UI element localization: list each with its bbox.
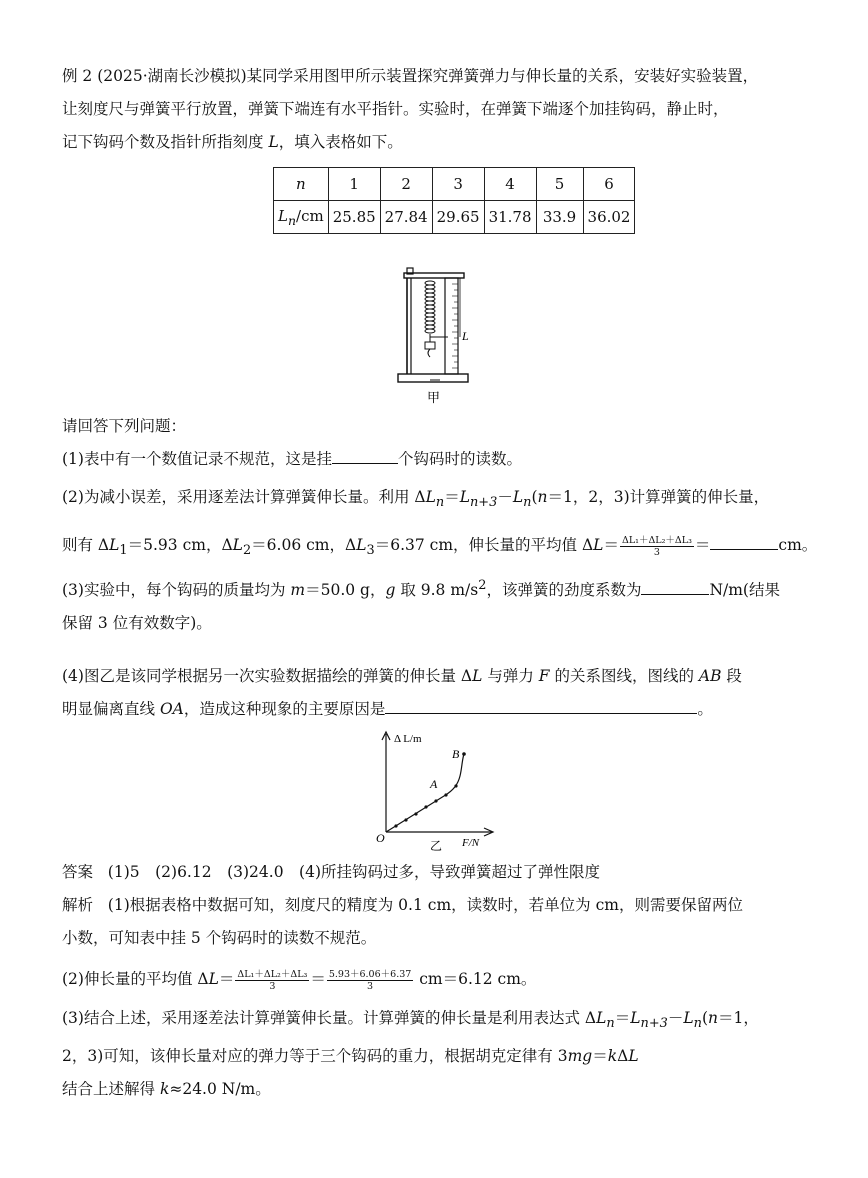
fraction-mean: $\frac{\text{ΔL₁＋ΔL₂＋ΔL₃}}{3}$ [621,534,692,558]
table-cell: 5 [536,168,583,201]
L-marker: L [462,329,469,343]
questions-block [62,410,818,640]
answer-blank-2[interactable] [710,531,778,550]
x-axis-label: F/N [462,837,480,849]
question-4-line-1: (4)图乙是该同学根据另一次实验数据描绘的弹簧的伸长量 ΔL 与弹力 F 的关系图线，图线的 AB 段 [62,667,742,685]
fraction-numeric: $\frac{5.93+6.06+6.37}{3}$ [328,968,412,992]
table-row [274,201,635,234]
analysis-p3-line-2: 2，3)可知，该伸长量对应的弹力等于三个钩码的重力，根据胡克定律有 3mg＝kΔL [62,1047,639,1066]
question-4-line-2: 明显偏离直线 OA，造成这种现象的主要原因是 。 [62,693,810,726]
answer-block [62,856,810,1106]
table-cell: 6 [583,168,635,201]
point-a-label: A [430,777,438,791]
analysis-p1-line-1: 解析 (1)根据表格中数据可知，刻度尺的精度为 0.1 cm，读数时，若单位为 cm，则需要保留两位 [62,896,743,914]
table-cell: 3 [432,168,484,201]
question-line-2: 让刻度尺与弹簧平行放置，弹簧下端连有水平指针。实验时，在弹簧下端逐个加挂钩码，静止时， [62,100,729,118]
data-table [273,167,635,234]
table-cell: 25.85 [328,201,380,234]
table-cell: 2 [380,168,432,201]
table-cell: 1 [328,168,380,201]
figure-jia-label: 甲 [427,391,441,406]
question-2-line-1: (2)为减小误差，采用逐差法计算弹簧伸长量。利用 $\Delta L_n=L_{n+3}-L_n(n=1$，2，3)计算弹簧的伸长量， [62,488,770,511]
question-4-block [62,660,810,726]
question-1: (1)表中有一个数值记录不规范，这是挂 个钩码时的读数。 [62,443,810,476]
answer-blank-4[interactable] [385,695,697,714]
answer-blank-3[interactable] [641,576,709,595]
table-cell: 29.65 [432,201,484,234]
question-3-line-2: 保留 3 位有效数字)。 [62,614,212,633]
ruler-ticks [452,284,458,368]
table-header-L: $L_n/cm$ [274,201,329,234]
y-axis-label: Δ L/m [394,733,422,745]
answer-line: 答案 (1)5 (2)6.12 (3)24.0 (4)所挂钩码过多，导致弹簧超过了弹性限度 [62,863,601,881]
figure-jia-apparatus [390,266,480,406]
analysis-p3-line-1: (3)结合上述，采用逐差法计算弹簧伸长量。计算弹簧的伸长量是利用表达式 $\Delta L_n=L_{n+3}-L_n(n=1$， [62,1009,759,1032]
fraction-symbolic: $\frac{\text{ΔL₁＋ΔL₂＋ΔL₃}}{3}$ [237,968,308,992]
graph-curve [386,754,464,832]
question-3-line-1: (3)实验中，每个钩码的质量均为 m＝50.0 g，g 取 9.8 $m/s^2$，该弹簧的劲度系数为 N/m(结果 [62,578,780,600]
table-header-n: n [274,168,329,201]
origin-label: O [376,831,385,845]
base [398,374,468,382]
question-2-line-2: 则有 $\Delta L_1=5.93$ cm，$\Delta L_2=6.06$ cm，$\Delta L_3=6.37$ cm，伸长量的平均值 ΔL＝ $\frac{\text{ΔL₁＋ΔL₂＋ΔL₃}}{3}$ ＝ cm。 [62,529,810,567]
table-row [274,168,635,201]
point-b-label: B [452,747,460,761]
table-cell: 27.84 [380,201,432,234]
answer-blank-1[interactable] [332,445,398,464]
question-block [62,60,810,159]
question-line-1: 例 2 (2025·湖南长沙模拟)某同学采用图甲所示装置探究弹簧弹力与伸长量的关系，安装好实验装置， [62,67,759,85]
prompt: 请回答下列问题： [62,417,187,435]
analysis-p2: (2)伸长量的平均值 ΔL＝ $\frac{\text{ΔL₁＋ΔL₂＋ΔL₃}}{3}$ ＝ $\frac{5.93+6.06+6.37}{3}$ cm＝6.12 cm。 [62,968,537,992]
table-cell: 36.02 [583,201,635,234]
table-cell: 4 [484,168,536,201]
question-line-3: 记下钩码个数及指针所指刻度 L，填入表格如下。 [62,133,403,151]
figure-yi-graph [372,728,502,852]
figure-yi-label: 乙 [430,839,443,852]
analysis-p1-line-2: 小数，可知表中挂 5 个钩码时的读数不规范。 [62,929,377,947]
table-cell: 33.9 [536,201,583,234]
table-cell: 31.78 [484,201,536,234]
analysis-p3-line-3: 结合上述解得 k≈24.0 N/m。 [62,1080,271,1099]
spring [425,281,435,333]
hook-weight [425,342,435,349]
